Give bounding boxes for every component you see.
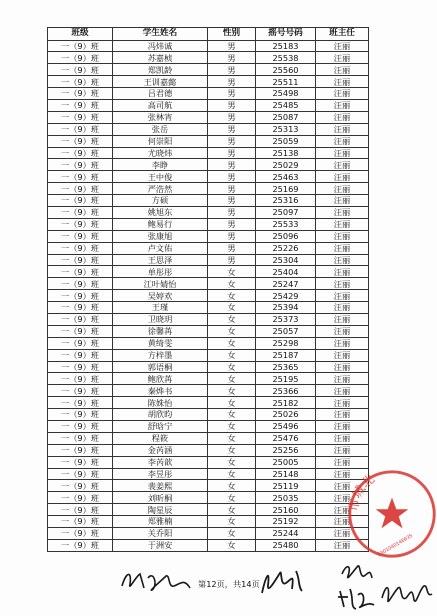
- cell-head-teacher: 汪丽: [316, 230, 369, 242]
- cell-head-teacher: 汪丽: [316, 278, 369, 290]
- table-row: [48, 516, 369, 528]
- cell-student-name: 王中俊: [113, 171, 208, 183]
- official-seal-stamp: [344, 466, 437, 562]
- cell-student-name: 方梓墨: [113, 349, 208, 361]
- table-row: [48, 135, 369, 147]
- cell-lottery-number: 25195: [256, 373, 316, 385]
- cell-gender: 男: [208, 242, 256, 254]
- cell-head-teacher: 汪丽: [316, 266, 369, 278]
- cell-gender: 女: [208, 444, 256, 456]
- cell-head-teacher: 汪丽: [316, 195, 369, 207]
- cell-gender: 女: [208, 313, 256, 325]
- cell-lottery-number: 25313: [256, 123, 316, 135]
- cell-head-teacher: 汪丽: [316, 528, 369, 540]
- cell-head-teacher: 汪丽: [316, 313, 369, 325]
- cell-head-teacher: 汪丽: [316, 147, 369, 159]
- cell-head-teacher: 汪丽: [316, 171, 369, 183]
- cell-head-teacher: 汪丽: [316, 516, 369, 528]
- cell-class: 一（9）班: [48, 325, 113, 337]
- cell-class: 一（9）班: [48, 444, 113, 456]
- cell-class: 一（9）班: [48, 373, 113, 385]
- cell-head-teacher: 汪丽: [316, 456, 369, 468]
- table-row: [48, 432, 369, 444]
- cell-gender: 男: [208, 52, 256, 64]
- cell-head-teacher: 汪丽: [316, 397, 369, 409]
- cell-class: 一（9）班: [48, 254, 113, 266]
- cell-head-teacher: 汪丽: [316, 302, 369, 314]
- table-row: [48, 409, 369, 421]
- cell-student-name: 张岳: [113, 123, 208, 135]
- cell-gender: 男: [208, 64, 256, 76]
- cell-head-teacher: 汪丽: [316, 183, 369, 195]
- cell-student-name: 舒晗宁: [113, 421, 208, 433]
- student-roster-table: [47, 27, 369, 552]
- cell-head-teacher: 汪丽: [316, 421, 369, 433]
- table-row: [48, 325, 369, 337]
- cell-head-teacher: 汪丽: [316, 242, 369, 254]
- cell-gender: 女: [208, 516, 256, 528]
- table-row: [48, 480, 369, 492]
- cell-head-teacher: 汪丽: [316, 40, 369, 52]
- table-row: [48, 528, 369, 540]
- cell-head-teacher: 汪丽: [316, 99, 369, 111]
- cell-lottery-number: 25148: [256, 468, 316, 480]
- cell-student-name: 何崇阳: [113, 135, 208, 147]
- table-row: [48, 40, 369, 52]
- cell-gender: 女: [208, 539, 256, 551]
- table-row: [48, 397, 369, 409]
- cell-student-name: 卫晓玥: [113, 313, 208, 325]
- cell-class: 一（9）班: [48, 468, 113, 480]
- table-row: [48, 147, 369, 159]
- cell-lottery-number: 25057: [256, 325, 316, 337]
- cell-head-teacher: 汪丽: [316, 159, 369, 171]
- cell-lottery-number: 25160: [256, 504, 316, 516]
- cell-student-name: 严浩然: [113, 183, 208, 195]
- seal-number: 3301040146635: [377, 533, 414, 558]
- cell-student-name: 陈姝怡: [113, 397, 208, 409]
- table-row: [48, 313, 369, 325]
- cell-gender: 女: [208, 528, 256, 540]
- cell-head-teacher: 汪丽: [316, 492, 369, 504]
- handwritten-signature-4: [336, 585, 376, 613]
- cell-student-name: 冯炜诚: [113, 40, 208, 52]
- cell-student-name: 方硕: [113, 195, 208, 207]
- cell-class: 一（9）班: [48, 516, 113, 528]
- cell-class: 一（9）班: [48, 76, 113, 88]
- cell-gender: 女: [208, 409, 256, 421]
- table-row: [48, 195, 369, 207]
- cell-class: 一（9）班: [48, 313, 113, 325]
- table-row: [48, 88, 369, 100]
- cell-lottery-number: 25029: [256, 159, 316, 171]
- cell-class: 一（9）班: [48, 385, 113, 397]
- cell-student-name: 卢文佑: [113, 242, 208, 254]
- cell-gender: 男: [208, 123, 256, 135]
- table-row: [48, 266, 369, 278]
- table-row: [48, 421, 369, 433]
- cell-lottery-number: 25538: [256, 52, 316, 64]
- cell-gender: 女: [208, 337, 256, 349]
- cell-lottery-number: 25394: [256, 302, 316, 314]
- cell-lottery-number: 25404: [256, 266, 316, 278]
- cell-gender: 女: [208, 385, 256, 397]
- cell-lottery-number: 25026: [256, 409, 316, 421]
- table-row: [48, 468, 369, 480]
- cell-lottery-number: 25138: [256, 147, 316, 159]
- cell-head-teacher: 汪丽: [316, 349, 369, 361]
- cell-class: 一（9）班: [48, 230, 113, 242]
- cell-lottery-number: 25005: [256, 456, 316, 468]
- table-row: [48, 349, 369, 361]
- cell-class: 一（9）班: [48, 40, 113, 52]
- cell-student-name: 于洲安: [113, 539, 208, 551]
- cell-class: 一（9）班: [48, 480, 113, 492]
- cell-class: 一（9）班: [48, 159, 113, 171]
- cell-class: 一（9）班: [48, 52, 113, 64]
- cell-gender: 男: [208, 195, 256, 207]
- cell-class: 一（9）班: [48, 492, 113, 504]
- table-row: [48, 218, 369, 230]
- table-row: [48, 337, 369, 349]
- cell-gender: 男: [208, 147, 256, 159]
- cell-lottery-number: 25182: [256, 397, 316, 409]
- cell-class: 一（9）班: [48, 171, 113, 183]
- cell-head-teacher: 汪丽: [316, 480, 369, 492]
- cell-head-teacher: 汪丽: [316, 432, 369, 444]
- cell-gender: 女: [208, 373, 256, 385]
- header-head-teacher: 班主任: [316, 28, 369, 41]
- table-row: [48, 111, 369, 123]
- table-row: [48, 278, 369, 290]
- cell-gender: 女: [208, 266, 256, 278]
- cell-lottery-number: 25096: [256, 230, 316, 242]
- cell-class: 一（9）班: [48, 361, 113, 373]
- cell-student-name: 胡欣昀: [113, 409, 208, 421]
- cell-class: 一（9）班: [48, 302, 113, 314]
- table-row: [48, 230, 369, 242]
- header-gender: 性别: [208, 28, 256, 41]
- cell-gender: 男: [208, 171, 256, 183]
- cell-lottery-number: 25187: [256, 349, 316, 361]
- cell-class: 一（9）班: [48, 349, 113, 361]
- table-row: [48, 290, 369, 302]
- cell-lottery-number: 25533: [256, 218, 316, 230]
- table-header-row: [48, 28, 369, 41]
- page-number-text: 第12页，共14页: [198, 579, 260, 589]
- cell-head-teacher: 汪丽: [316, 468, 369, 480]
- cell-class: 一（9）班: [48, 539, 113, 551]
- cell-student-name: 郑凯龄: [113, 64, 208, 76]
- cell-class: 一（9）班: [48, 147, 113, 159]
- cell-lottery-number: 25059: [256, 135, 316, 147]
- cell-student-name: 李芮歆: [113, 456, 208, 468]
- cell-student-name: 苏嘉桢: [113, 52, 208, 64]
- cell-head-teacher: 汪丽: [316, 385, 369, 397]
- cell-head-teacher: 汪丽: [316, 111, 369, 123]
- cell-head-teacher: 汪丽: [316, 76, 369, 88]
- cell-lottery-number: 25097: [256, 206, 316, 218]
- cell-student-name: 高司航: [113, 99, 208, 111]
- handwritten-signature-1: [118, 566, 198, 596]
- cell-lottery-number: 25480: [256, 539, 316, 551]
- cell-lottery-number: 25366: [256, 385, 316, 397]
- cell-student-name: 王瑾: [113, 302, 208, 314]
- cell-gender: 男: [208, 230, 256, 242]
- table-row: [48, 123, 369, 135]
- table-row: [48, 76, 369, 88]
- cell-class: 一（9）班: [48, 409, 113, 421]
- table-row: [48, 504, 369, 516]
- cell-lottery-number: 25463: [256, 171, 316, 183]
- handwritten-signature-3: [338, 560, 374, 584]
- cell-class: 一（9）班: [48, 456, 113, 468]
- handwritten-signature-5: [378, 578, 434, 608]
- cell-gender: 男: [208, 254, 256, 266]
- cell-lottery-number: 25560: [256, 64, 316, 76]
- cell-head-teacher: 汪丽: [316, 123, 369, 135]
- cell-lottery-number: 25256: [256, 444, 316, 456]
- cell-student-name: 张林宵: [113, 111, 208, 123]
- cell-student-name: 刘昕桐: [113, 492, 208, 504]
- cell-student-name: 程筱: [113, 432, 208, 444]
- cell-student-name: 陶星辰: [113, 504, 208, 516]
- table-row: [48, 302, 369, 314]
- cell-class: 一（9）班: [48, 123, 113, 135]
- cell-gender: 男: [208, 40, 256, 52]
- handwritten-signature-2: [256, 565, 306, 599]
- cell-gender: 男: [208, 99, 256, 111]
- table-row: [48, 492, 369, 504]
- cell-class: 一（9）班: [48, 397, 113, 409]
- cell-head-teacher: 汪丽: [316, 325, 369, 337]
- cell-class: 一（9）班: [48, 111, 113, 123]
- cell-class: 一（9）班: [48, 206, 113, 218]
- cell-gender: 男: [208, 111, 256, 123]
- seal-text: 市城北: [345, 471, 378, 513]
- cell-class: 一（9）班: [48, 135, 113, 147]
- cell-student-name: 裴姜熙: [113, 480, 208, 492]
- cell-lottery-number: 25496: [256, 421, 316, 433]
- cell-class: 一（9）班: [48, 183, 113, 195]
- cell-lottery-number: 25476: [256, 432, 316, 444]
- cell-gender: 女: [208, 504, 256, 516]
- cell-student-name: 郑雅楠: [113, 516, 208, 528]
- cell-class: 一（9）班: [48, 504, 113, 516]
- cell-lottery-number: 25429: [256, 290, 316, 302]
- cell-head-teacher: 汪丽: [316, 444, 369, 456]
- table-row: [48, 361, 369, 373]
- cell-gender: 男: [208, 76, 256, 88]
- cell-gender: 女: [208, 302, 256, 314]
- cell-gender: 女: [208, 432, 256, 444]
- table-row: [48, 52, 369, 64]
- cell-gender: 女: [208, 278, 256, 290]
- table-row: [48, 539, 369, 551]
- cell-student-name: 郭语桐: [113, 361, 208, 373]
- cell-gender: 女: [208, 468, 256, 480]
- cell-class: 一（9）班: [48, 421, 113, 433]
- cell-lottery-number: 25247: [256, 278, 316, 290]
- cell-student-name: 吴婷欢: [113, 290, 208, 302]
- cell-student-name: 鲍欣苒: [113, 373, 208, 385]
- cell-student-name: 吕君德: [113, 88, 208, 100]
- cell-student-name: 黄绮雯: [113, 337, 208, 349]
- cell-student-name: 秦烨书: [113, 385, 208, 397]
- header-student-name: 学生姓名: [113, 28, 208, 41]
- cell-student-name: 鲍易行: [113, 218, 208, 230]
- cell-head-teacher: 汪丽: [316, 254, 369, 266]
- cell-head-teacher: 汪丽: [316, 206, 369, 218]
- cell-student-name: 张康旭: [113, 230, 208, 242]
- cell-head-teacher: 汪丽: [316, 409, 369, 421]
- cell-class: 一（9）班: [48, 528, 113, 540]
- cell-gender: 女: [208, 480, 256, 492]
- cell-gender: 女: [208, 349, 256, 361]
- table-row: [48, 456, 369, 468]
- cell-class: 一（9）班: [48, 290, 113, 302]
- cell-class: 一（9）班: [48, 218, 113, 230]
- cell-lottery-number: 25226: [256, 242, 316, 254]
- table-row: [48, 171, 369, 183]
- cell-head-teacher: 汪丽: [316, 361, 369, 373]
- cell-head-teacher: 汪丽: [316, 135, 369, 147]
- table-row: [48, 385, 369, 397]
- cell-gender: 男: [208, 88, 256, 100]
- cell-class: 一（9）班: [48, 64, 113, 76]
- cell-head-teacher: 汪丽: [316, 539, 369, 551]
- cell-head-teacher: 汪丽: [316, 504, 369, 516]
- table-row: [48, 159, 369, 171]
- table-row: [48, 206, 369, 218]
- cell-student-name: 王训嘉懿: [113, 76, 208, 88]
- cell-lottery-number: 25192: [256, 516, 316, 528]
- cell-class: 一（9）班: [48, 337, 113, 349]
- cell-head-teacher: 汪丽: [316, 64, 369, 76]
- cell-class: 一（9）班: [48, 432, 113, 444]
- cell-lottery-number: 25169: [256, 183, 316, 195]
- cell-student-name: 金芮涵: [113, 444, 208, 456]
- cell-lottery-number: 25316: [256, 195, 316, 207]
- cell-lottery-number: 25373: [256, 313, 316, 325]
- cell-student-name: 江叶婧怡: [113, 278, 208, 290]
- cell-student-name: 单彤彤: [113, 266, 208, 278]
- cell-class: 一（9）班: [48, 266, 113, 278]
- cell-lottery-number: 25119: [256, 480, 316, 492]
- table-row: [48, 64, 369, 76]
- cell-class: 一（9）班: [48, 99, 113, 111]
- table-row: [48, 242, 369, 254]
- cell-student-name: 李睁: [113, 159, 208, 171]
- cell-gender: 男: [208, 218, 256, 230]
- table-row: [48, 183, 369, 195]
- cell-gender: 女: [208, 397, 256, 409]
- cell-student-name: 李昱彤: [113, 468, 208, 480]
- cell-gender: 女: [208, 325, 256, 337]
- table-row: [48, 99, 369, 111]
- header-class: 班级: [48, 28, 113, 41]
- cell-gender: 男: [208, 183, 256, 195]
- cell-head-teacher: 汪丽: [316, 52, 369, 64]
- cell-lottery-number: 25304: [256, 254, 316, 266]
- cell-lottery-number: 25498: [256, 88, 316, 100]
- cell-gender: 男: [208, 206, 256, 218]
- cell-class: 一（9）班: [48, 242, 113, 254]
- header-lottery-number: 摇号号码: [256, 28, 316, 41]
- cell-lottery-number: 25035: [256, 492, 316, 504]
- cell-gender: 男: [208, 135, 256, 147]
- cell-lottery-number: 25298: [256, 337, 316, 349]
- cell-gender: 男: [208, 159, 256, 171]
- table-row: [48, 254, 369, 266]
- cell-lottery-number: 25087: [256, 111, 316, 123]
- table-row: [48, 373, 369, 385]
- cell-head-teacher: 汪丽: [316, 218, 369, 230]
- cell-student-name: 徐馨苒: [113, 325, 208, 337]
- cell-lottery-number: 25485: [256, 99, 316, 111]
- cell-lottery-number: 25183: [256, 40, 316, 52]
- cell-lottery-number: 25244: [256, 528, 316, 540]
- cell-class: 一（9）班: [48, 195, 113, 207]
- table-row: [48, 444, 369, 456]
- cell-gender: 女: [208, 492, 256, 504]
- cell-lottery-number: 25365: [256, 361, 316, 373]
- cell-student-name: 姚旭东: [113, 206, 208, 218]
- cell-head-teacher: 汪丽: [316, 373, 369, 385]
- cell-gender: 女: [208, 290, 256, 302]
- cell-gender: 女: [208, 456, 256, 468]
- cell-gender: 女: [208, 421, 256, 433]
- cell-gender: 女: [208, 361, 256, 373]
- cell-class: 一（9）班: [48, 88, 113, 100]
- cell-head-teacher: 汪丽: [316, 290, 369, 302]
- cell-student-name: 关乔阳: [113, 528, 208, 540]
- cell-student-name: 王思泽: [113, 254, 208, 266]
- cell-class: 一（9）班: [48, 278, 113, 290]
- cell-head-teacher: 汪丽: [316, 337, 369, 349]
- cell-head-teacher: 汪丽: [316, 88, 369, 100]
- cell-student-name: 尤晓炜: [113, 147, 208, 159]
- cell-lottery-number: 25511: [256, 76, 316, 88]
